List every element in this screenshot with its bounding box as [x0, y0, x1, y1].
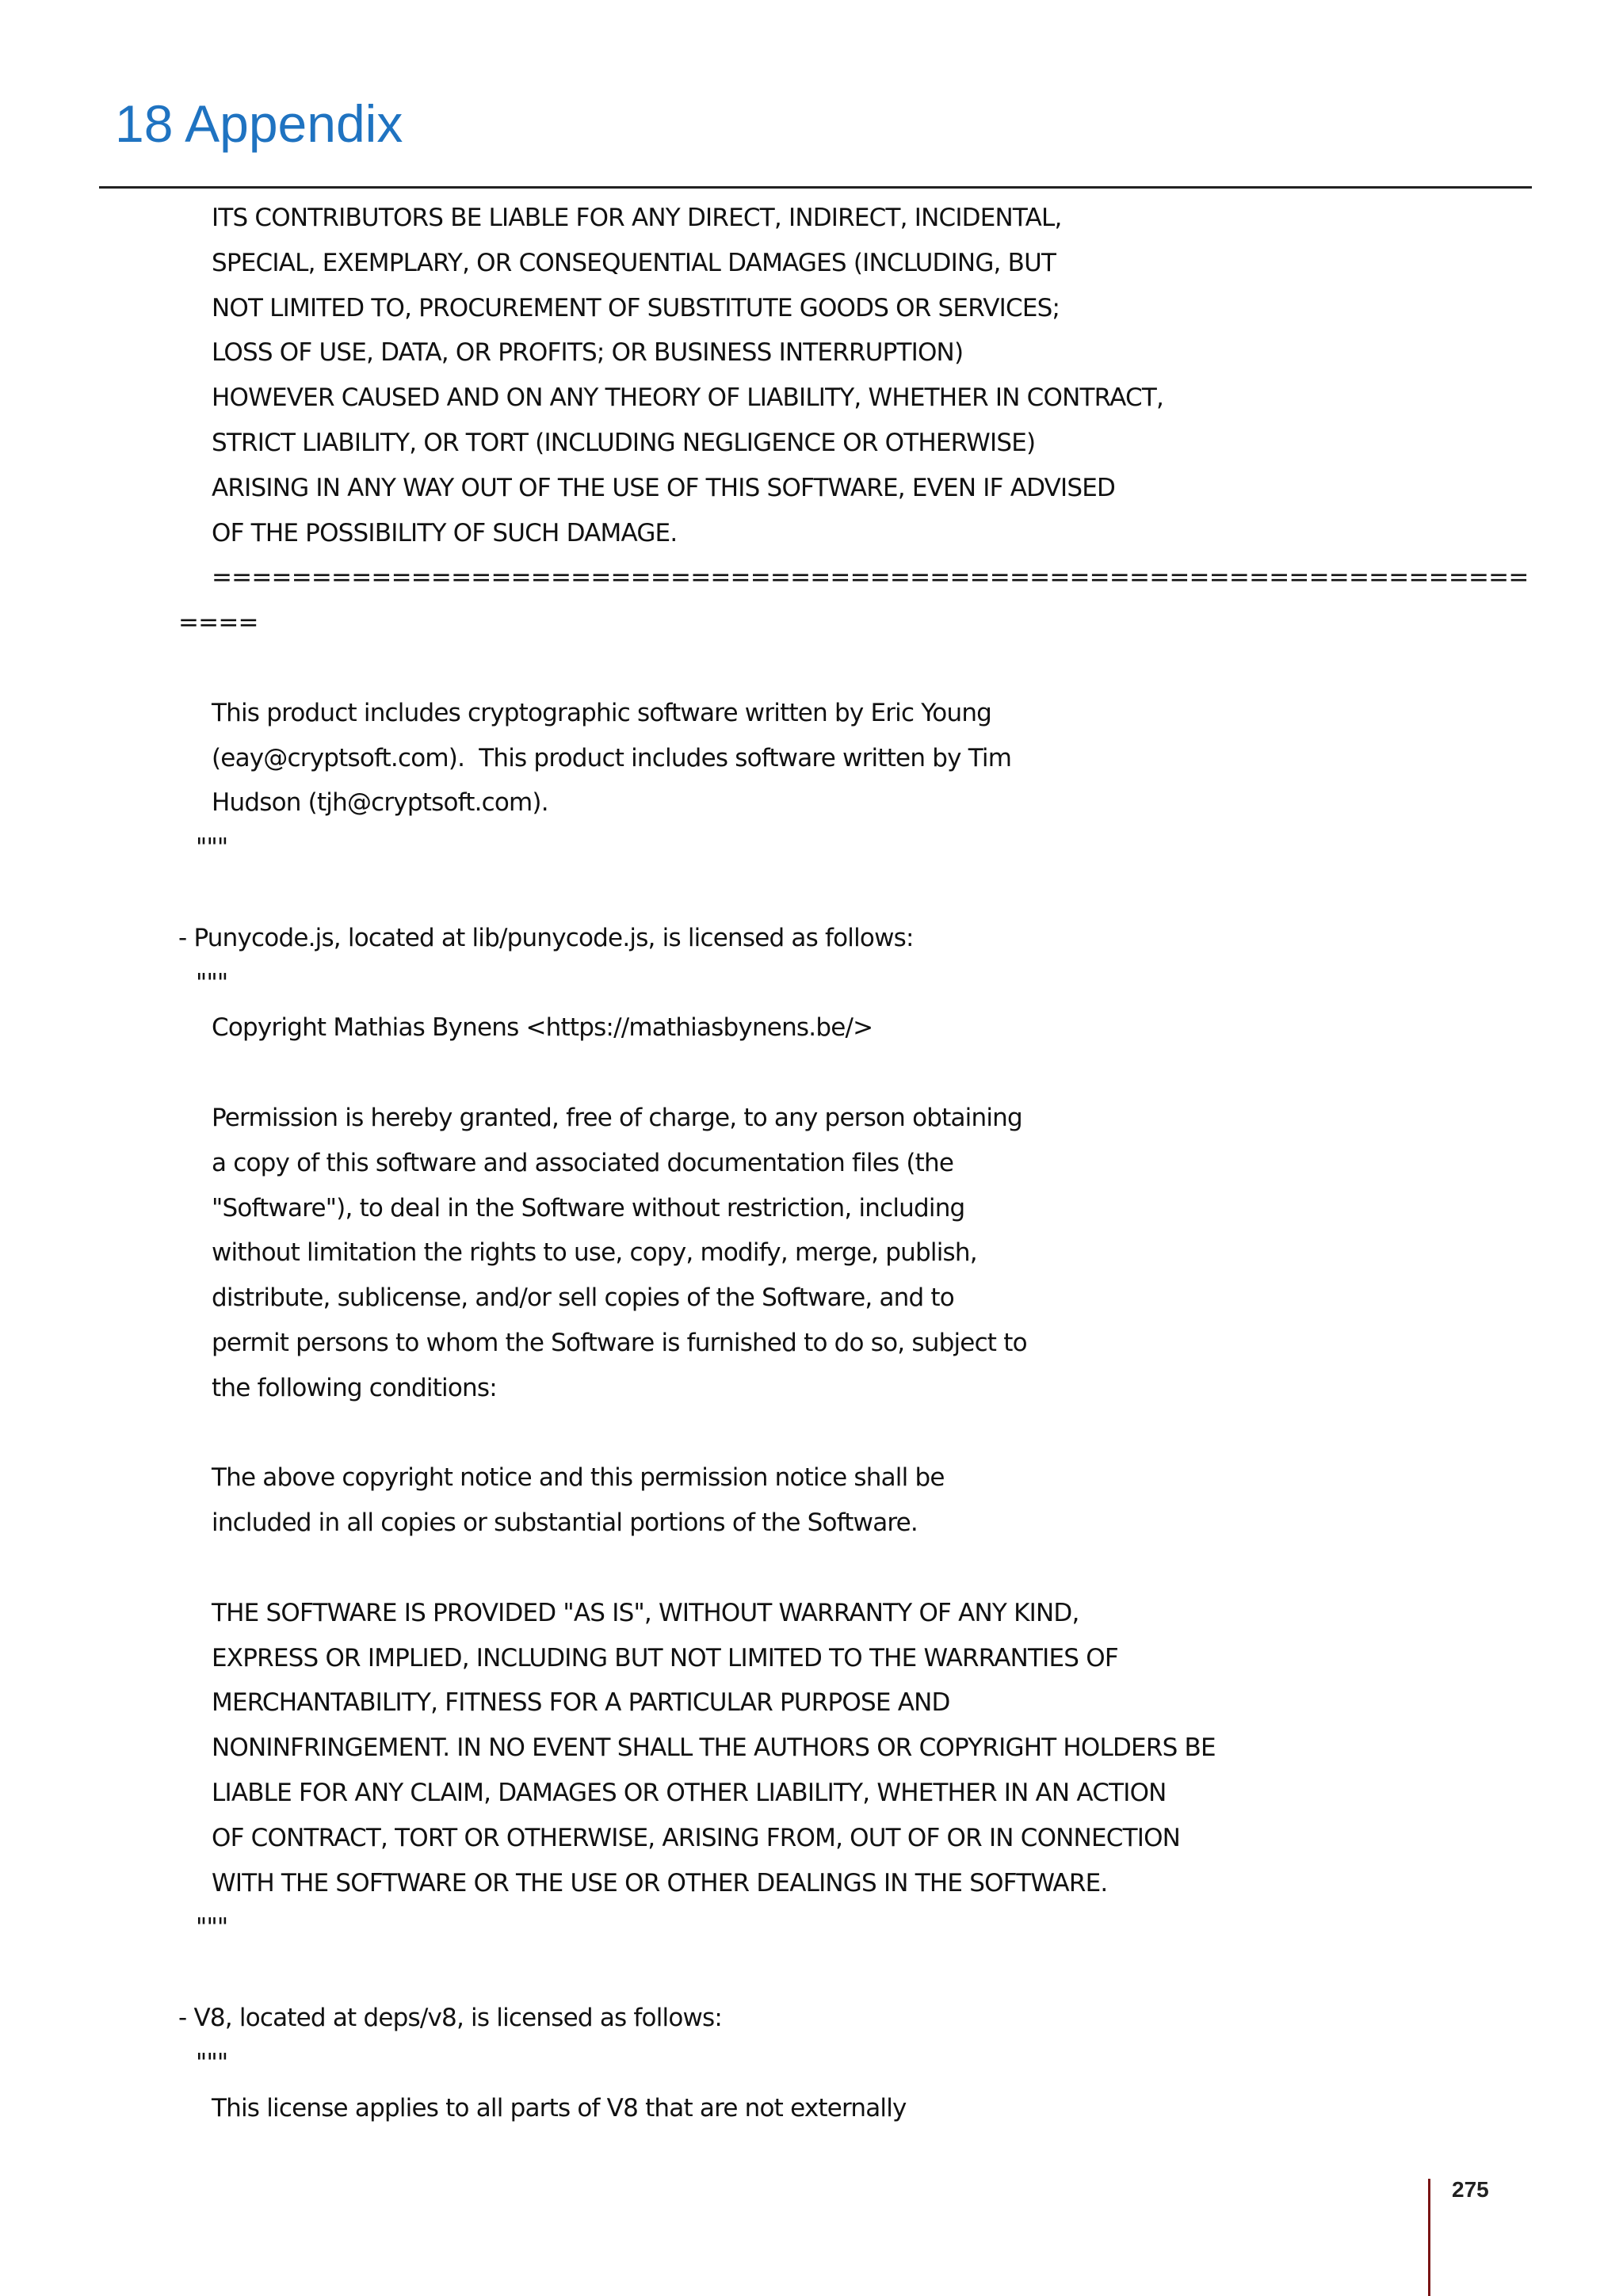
text-line: """: [196, 2048, 228, 2077]
text-line: EXPRESS OR IMPLIED, INCLUDING BUT NOT LIMITED TO THE WARRANTIES OF: [212, 1643, 1118, 1672]
text-line: a copy of this software and associated documentation files (the: [212, 1148, 954, 1177]
text-line: included in all copies or substantial portions of the Software.: [212, 1508, 918, 1538]
text-line: distribute, sublicense, and/or sell copies of the Software, and to: [212, 1283, 954, 1313]
text-line: "Software"), to deal in the Software without restriction, including: [212, 1193, 965, 1222]
text-line: Permission is hereby granted, free of charge, to any person obtaining: [212, 1104, 1022, 1132]
page-title: 18 Appendix: [115, 94, 403, 153]
text-line: ARISING IN ANY WAY OUT OF THE USE OF THIS SOFTWARE, EVEN IF ADVISED: [212, 473, 1116, 502]
text-line: """: [196, 968, 228, 997]
text-line: STRICT LIABILITY, OR TORT (INCLUDING NEGLIGENCE OR OTHERWISE): [212, 429, 1036, 457]
text-line: (eay@cryptsoft.com). This product includes software written by Tim: [212, 743, 1012, 772]
text-line: This license applies to all parts of V8 that are not externally: [212, 2093, 907, 2122]
footer-divider: [1428, 2179, 1430, 2296]
text-line: Copyright Mathias Bynens <https://mathiasbynens.be/>: [212, 1013, 873, 1043]
title-divider: [99, 186, 1532, 189]
text-line: MERCHANTABILITY, FITNESS FOR A PARTICULAR PURPOSE AND: [212, 1688, 950, 1718]
text-line: """: [196, 1913, 228, 1943]
text-line: """: [196, 833, 228, 863]
text-line: THE SOFTWARE IS PROVIDED "AS IS", WITHOUT WARRANTY OF ANY KIND,: [212, 1598, 1079, 1627]
text-line: This product includes cryptographic software written by Eric Young: [212, 698, 992, 727]
text-line: ====: [178, 608, 258, 638]
text-line: ==================================================================: [212, 563, 1529, 593]
text-line: - Punycode.js, located at lib/punycode.js, is licensed as follows:: [178, 923, 914, 952]
text-line: OF THE POSSIBILITY OF SUCH DAMAGE.: [212, 518, 678, 547]
text-line: the following conditions:: [212, 1373, 497, 1402]
text-line: LIABLE FOR ANY CLAIM, DAMAGES OR OTHER LIABILITY, WHETHER IN AN ACTION: [212, 1779, 1167, 1807]
text-line: without limitation the rights to use, copy, modify, merge, publish,: [212, 1238, 977, 1268]
text-line: LOSS OF USE, DATA, OR PROFITS; OR BUSINESS INTERRUPTION): [212, 338, 964, 368]
text-line: NONINFRINGEMENT. IN NO EVENT SHALL THE AUTHORS OR COPYRIGHT HOLDERS BE: [212, 1733, 1216, 1763]
text-line: Hudson (tjh@cryptsoft.com).: [212, 788, 548, 818]
text-line: WITH THE SOFTWARE OR THE USE OR OTHER DEALINGS IN THE SOFTWARE.: [212, 1868, 1108, 1897]
text-line: OF CONTRACT, TORT OR OTHERWISE, ARISING FROM, OUT OF OR IN CONNECTION: [212, 1823, 1181, 1852]
text-line: NOT LIMITED TO, PROCUREMENT OF SUBSTITUTE GOODS OR SERVICES;: [212, 293, 1060, 322]
text-line: HOWEVER CAUSED AND ON ANY THEORY OF LIABILITY, WHETHER IN CONTRACT,: [212, 383, 1164, 413]
page-number: 275: [1452, 2177, 1489, 2202]
text-line: SPECIAL, EXEMPLARY, OR CONSEQUENTIAL DAMAGES (INCLUDING, BUT: [212, 248, 1056, 277]
text-line: - V8, located at deps/v8, is licensed as follows:: [178, 2004, 723, 2032]
text-line: permit persons to whom the Software is furnished to do so, subject to: [212, 1329, 1027, 1357]
text-line: ITS CONTRIBUTORS BE LIABLE FOR ANY DIRECT, INDIRECT, INCIDENTAL,: [212, 204, 1062, 232]
text-line: The above copyright notice and this permission notice shall be: [212, 1463, 945, 1493]
